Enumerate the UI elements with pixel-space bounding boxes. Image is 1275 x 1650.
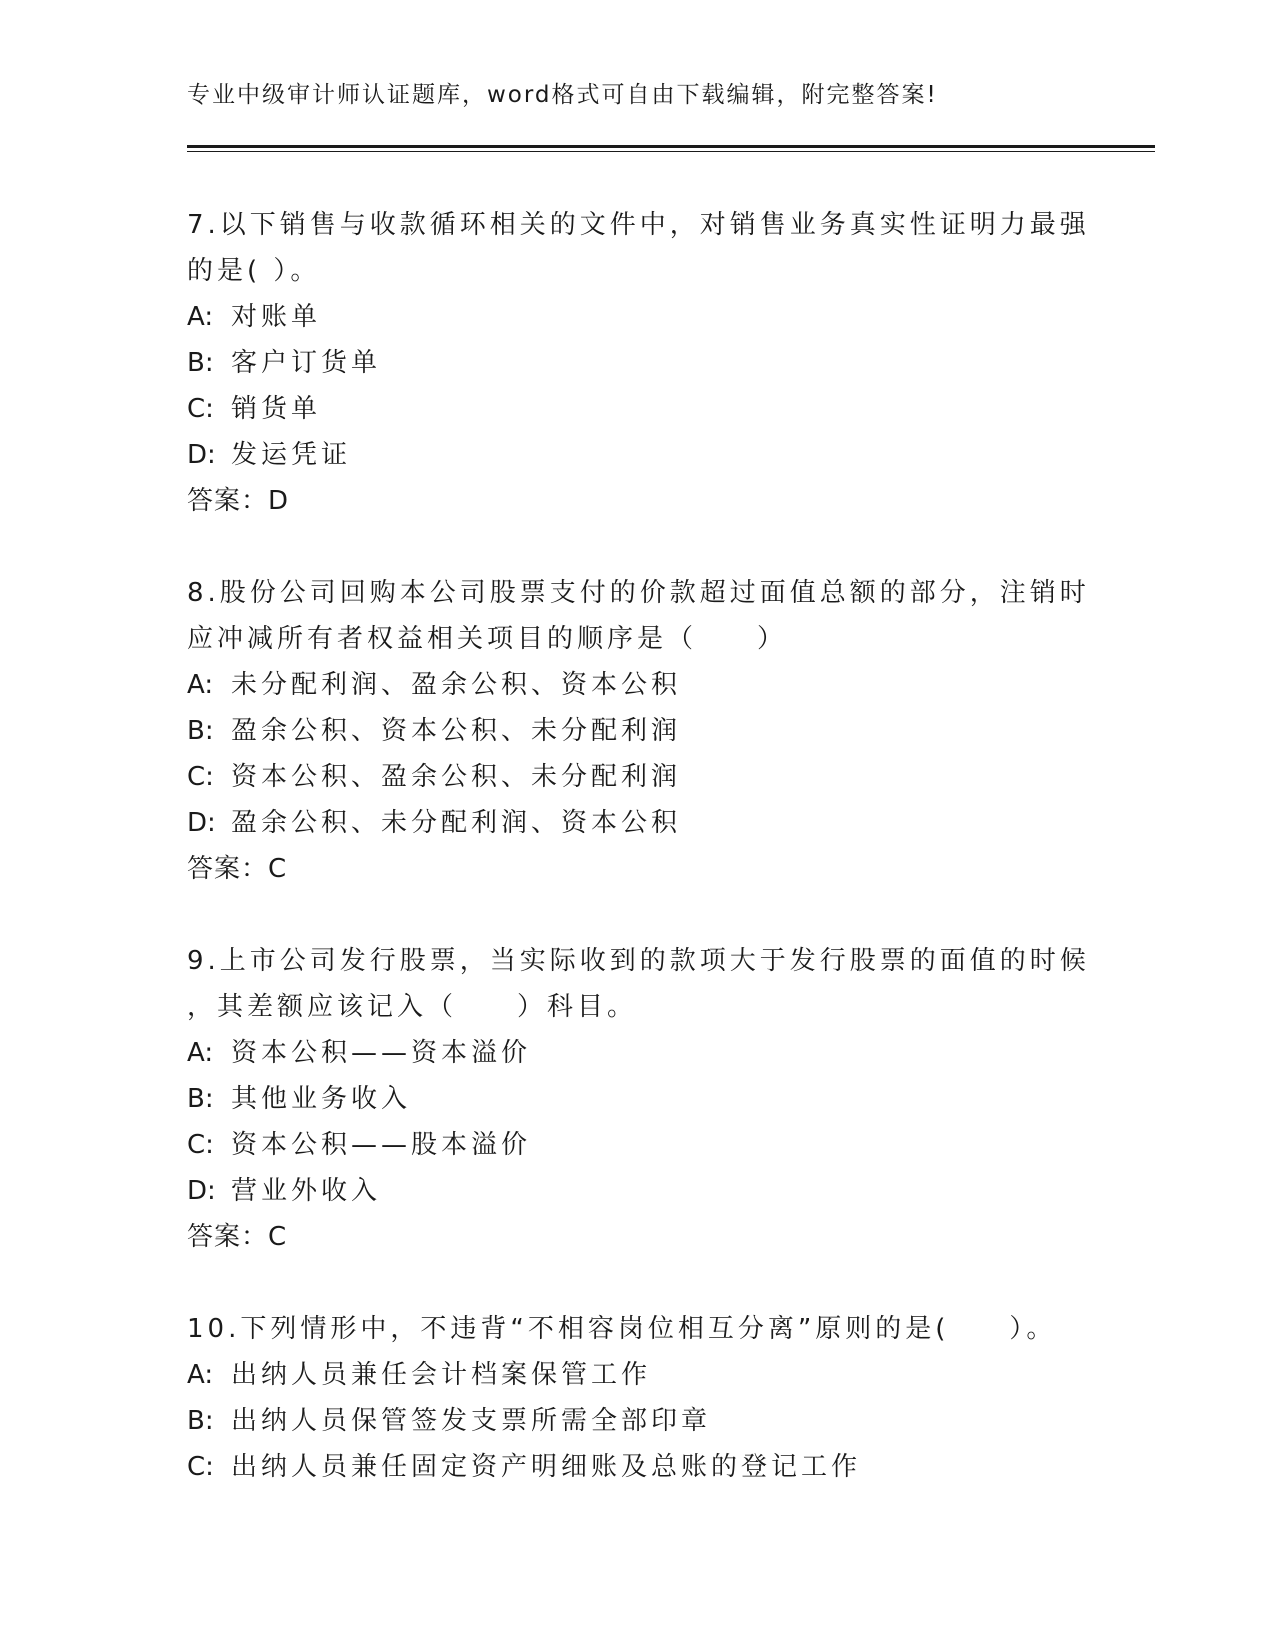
option-letter: D: xyxy=(187,1176,216,1206)
question-stem: 应冲减所有者权益相关项目的顺序是（ ） xyxy=(187,624,788,654)
answer: 答案：D xyxy=(187,486,290,516)
option-text: 资本公积——资本溢价 xyxy=(231,1038,532,1068)
option-c xyxy=(187,386,1127,432)
option-b xyxy=(187,1398,1127,1444)
question-stem: 8.股份公司回购本公司股票支付的价款超过面值总额的部分，注销时 xyxy=(187,578,1090,608)
option-text: 营业外收入 xyxy=(231,1176,382,1206)
option-letter: C: xyxy=(187,1452,214,1482)
option-letter: C: xyxy=(187,762,214,792)
option-text: 其他业务收入 xyxy=(231,1084,412,1114)
answer: 答案：C xyxy=(187,854,288,884)
option-letter: C: xyxy=(187,1130,214,1160)
option-letter: C: xyxy=(187,394,214,424)
option-letter: A: xyxy=(187,670,214,700)
question-10 xyxy=(187,1306,1127,1490)
header-rule-thin xyxy=(187,151,1155,152)
question-stem: 10.下列情形中，不违背“不相容岗位相互分离”原则的是( ）。 xyxy=(187,1314,1057,1344)
option-letter: A: xyxy=(187,1360,214,1390)
option-letter: A: xyxy=(187,1038,214,1068)
question-stem: 9.上市公司发行股票，当实际收到的款项大于发行股票的面值的时候 xyxy=(187,946,1090,976)
option-c xyxy=(187,1444,1127,1490)
question-stem: 的是( ）。 xyxy=(187,256,321,286)
question-9 xyxy=(187,938,1127,1260)
option-text: 资本公积——股本溢价 xyxy=(231,1130,532,1160)
option-a xyxy=(187,294,1127,340)
option-text: 发运凭证 xyxy=(231,440,352,470)
option-a xyxy=(187,1030,1127,1076)
option-letter: D: xyxy=(187,440,216,470)
answer: 答案：C xyxy=(187,1222,288,1252)
option-text: 客户订货单 xyxy=(231,348,382,378)
header-rule-thick xyxy=(187,145,1155,148)
question-stem: ，其差额应该记入（ ）科目。 xyxy=(187,992,638,1022)
option-c xyxy=(187,1122,1127,1168)
option-text: 未分配利润、盈余公积、资本公积 xyxy=(231,670,682,700)
option-a xyxy=(187,662,1127,708)
option-d xyxy=(187,800,1127,846)
option-text: 盈余公积、未分配利润、资本公积 xyxy=(231,808,682,838)
option-text: 出纳人员兼任固定资产明细账及总账的登记工作 xyxy=(231,1452,862,1482)
page-header: 专业中级审计师认证题库，word格式可自由下载编辑，附完整答案! xyxy=(187,82,938,108)
option-a xyxy=(187,1352,1127,1398)
option-letter: B: xyxy=(187,348,214,378)
option-b xyxy=(187,1076,1127,1122)
question-8 xyxy=(187,570,1127,892)
option-letter: D: xyxy=(187,808,216,838)
option-text: 出纳人员兼任会计档案保管工作 xyxy=(231,1360,652,1390)
question-list xyxy=(187,202,1127,1536)
option-letter: B: xyxy=(187,1084,214,1114)
option-text: 盈余公积、资本公积、未分配利润 xyxy=(231,716,682,746)
option-c xyxy=(187,754,1127,800)
option-letter: B: xyxy=(187,1406,214,1436)
option-text: 资本公积、盈余公积、未分配利润 xyxy=(231,762,682,792)
option-text: 销货单 xyxy=(231,394,322,424)
option-text: 对账单 xyxy=(231,302,322,332)
option-text: 出纳人员保管签发支票所需全部印章 xyxy=(231,1406,712,1436)
option-d xyxy=(187,432,1127,478)
option-b xyxy=(187,708,1127,754)
question-stem: 7.以下销售与收款循环相关的文件中，对销售业务真实性证明力最强 xyxy=(187,210,1090,240)
option-b xyxy=(187,340,1127,386)
option-letter: A: xyxy=(187,302,214,332)
question-7 xyxy=(187,202,1127,524)
option-letter: B: xyxy=(187,716,214,746)
option-d xyxy=(187,1168,1127,1214)
